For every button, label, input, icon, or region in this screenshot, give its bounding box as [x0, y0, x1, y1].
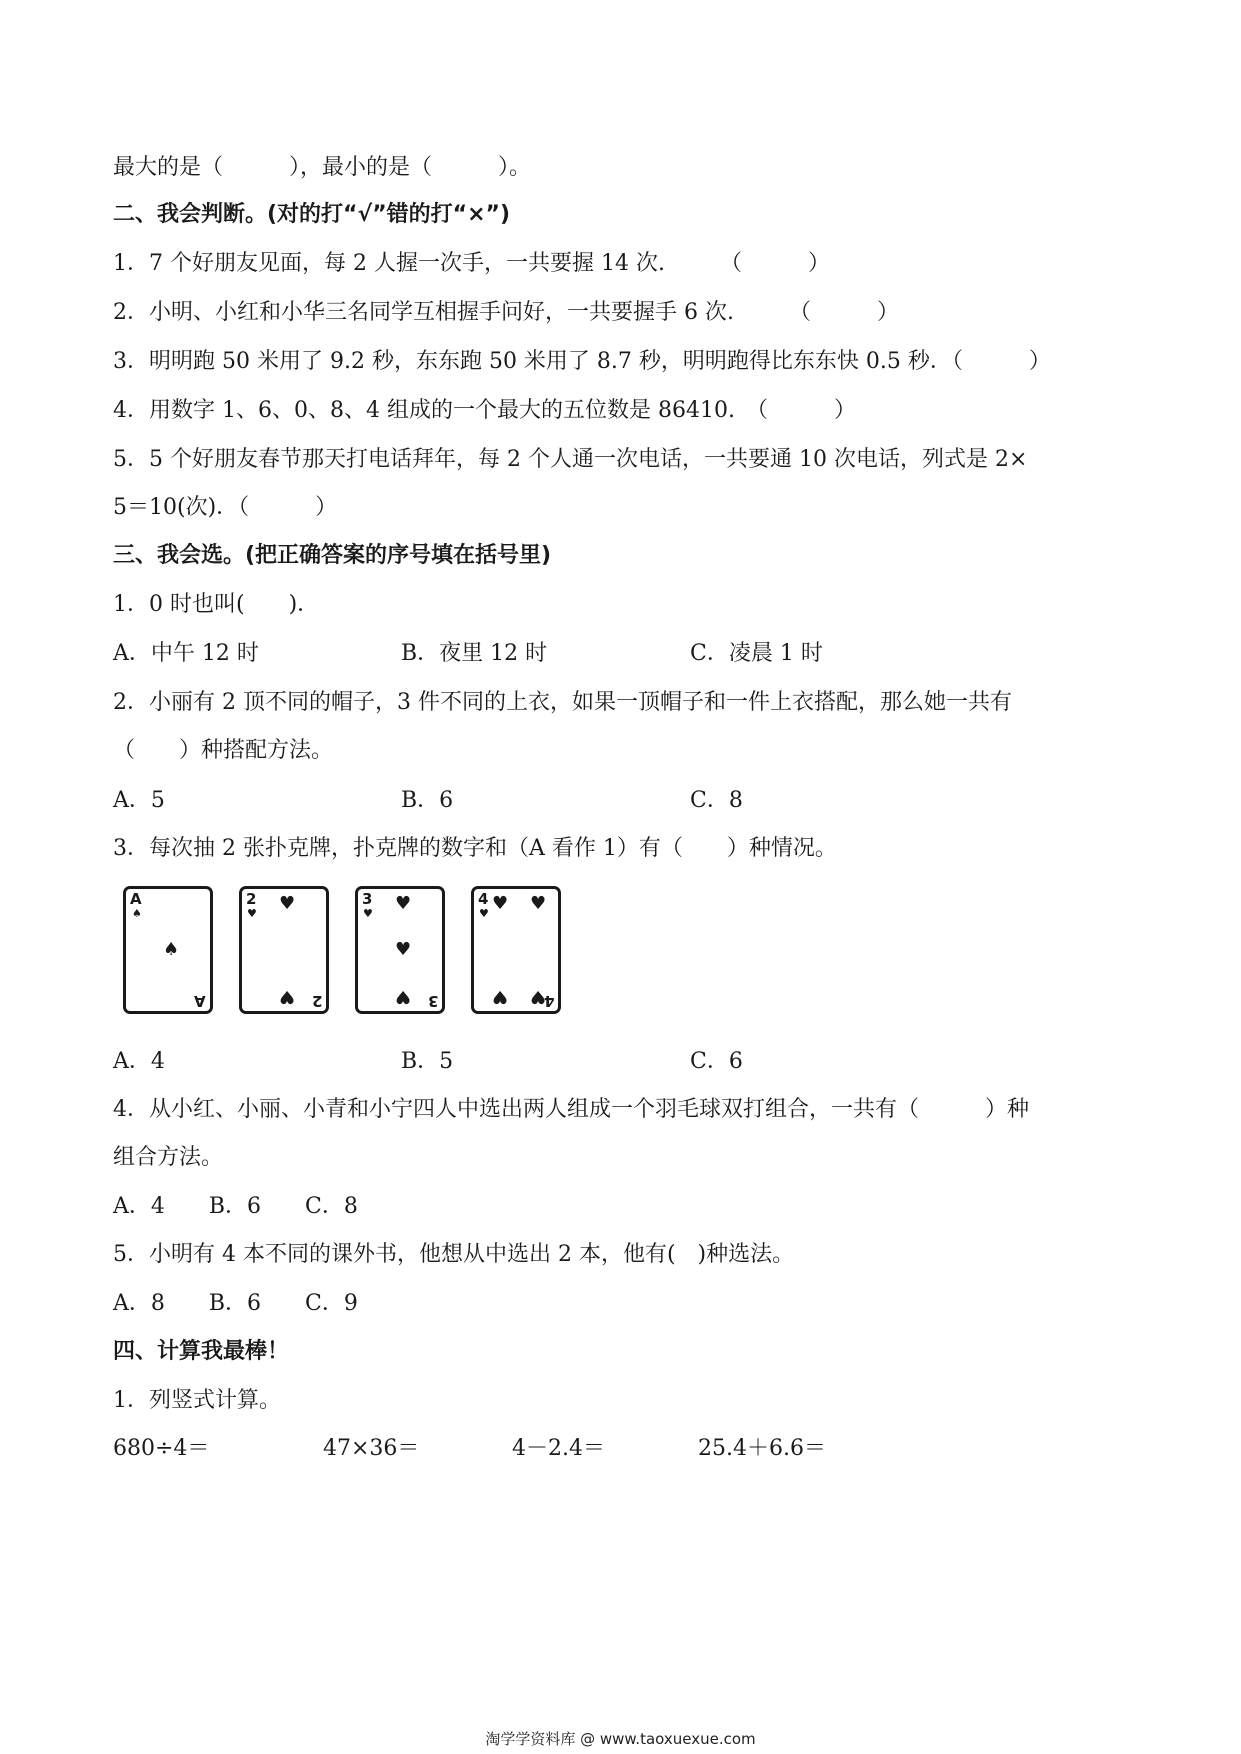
choice-question-4-line-2: 组合方法。: [113, 1145, 224, 1170]
choice-1-option-c: C．凌晨 1 时: [690, 641, 823, 666]
heart-icon: ♥: [363, 907, 373, 920]
playing-cards-figure: [120, 886, 600, 1020]
card-rank-label: 2: [311, 992, 322, 1010]
choice-3-option-a: A．4: [113, 1049, 165, 1074]
card-rank-label: 4: [543, 992, 554, 1010]
judge-question-3: 3．明明跑 50 米用了 9.2 秒，东东跑 50 米用了 8.7 秒，明明跑得比东东快 0.5 秒．（ ）: [113, 349, 1051, 374]
choice-question-2-line-2: （ ）种搭配方法。: [113, 738, 334, 763]
footer-watermark: 淘学学资料库 @ www.taoxuexue.com: [485, 1730, 756, 1748]
heart-icon: ♥: [492, 893, 509, 914]
choice-question-5: 5．小明有 4 本不同的课外书，他想从中选出 2 本，他有( )种选法。: [113, 1242, 795, 1267]
calc-item-1: 680÷4＝: [113, 1436, 210, 1461]
choice-4-options: A．4 B．6 C．8: [113, 1194, 358, 1219]
heart-icon: ♥: [279, 986, 296, 1007]
card-rank-label: 3: [427, 992, 438, 1010]
calc-item-3: 4－2.4＝: [512, 1436, 605, 1461]
choice-2-option-c: C．8: [690, 788, 743, 813]
heart-icon: ♥: [530, 986, 547, 1007]
choice-3-option-b: B．5: [401, 1049, 454, 1074]
choice-5-options: A．8 B．6 C．9: [113, 1291, 358, 1316]
card-rank-label: A: [194, 992, 206, 1010]
choice-1-option-a: A．中午 12 时: [113, 641, 259, 666]
card-rank-label: 3: [362, 890, 373, 908]
heart-icon: ♥: [395, 986, 412, 1007]
judge-question-5-line-1: 5．5 个好朋友春节那天打电话拜年，每 2 个人通一次电话，一共要通 10 次电话，列式是 2×: [113, 447, 1028, 472]
line-largest-smallest: 最大的是（ ），最小的是（ ）。: [113, 155, 532, 180]
choice-question-3: 3．每次抽 2 张扑克牌，扑克牌的数字和（A 看作 1）有（ ）种情况。: [113, 836, 837, 861]
choice-3-option-c: C．6: [690, 1049, 743, 1074]
heart-icon: ♥: [279, 893, 296, 914]
section-4-heading: 四、计算我最棒！: [113, 1339, 290, 1364]
judge-question-2: 2．小明、小红和小华三名同学互相握手问好，一共要握手 6 次. （ ）: [113, 300, 899, 325]
playing-card-four-hearts: [471, 886, 561, 1014]
playing-card-two-hearts: [239, 886, 329, 1014]
heart-icon: ♥: [479, 907, 489, 920]
calc-item-2: 47×36＝: [323, 1436, 420, 1461]
calc-question-1: 1．列竖式计算。: [113, 1388, 281, 1413]
heart-icon: ♥: [395, 893, 412, 914]
choice-question-2-line-1: 2．小丽有 2 顶不同的帽子，3 件不同的上衣，如果一顶帽子和一件上衣搭配，那么她一共有: [113, 690, 1012, 715]
judge-question-4: 4．用数字 1、6、0、8、4 组成的一个最大的五位数是 86410. （ ）: [113, 398, 856, 423]
heart-icon: ♥: [492, 986, 509, 1007]
playing-card-three-hearts: [355, 886, 445, 1014]
heart-icon: ♥: [247, 907, 257, 920]
calc-item-4: 25.4＋6.6＝: [698, 1436, 826, 1461]
choice-1-option-b: B．夜里 12 时: [401, 641, 548, 666]
spade-icon: ♠: [163, 939, 180, 960]
choice-2-option-b: B．6: [401, 788, 454, 813]
playing-card-ace-spades: [123, 886, 213, 1014]
heart-icon: ♥: [530, 893, 547, 914]
section-2-heading: 二、我会判断。(对的打“√”错的打“×”): [113, 202, 511, 227]
choice-question-1: 1．0 时也叫( )．: [113, 592, 320, 617]
heart-icon: ♥: [395, 939, 412, 960]
card-rank-label: 4: [478, 890, 489, 908]
choice-question-4-line-1: 4．从小红、小丽、小青和小宁四人中选出两人组成一个羽毛球双打组合，一共有（ ）种: [113, 1097, 1030, 1122]
card-rank-label: 2: [246, 890, 257, 908]
judge-question-5-line-2: 5＝10(次)．（ ）: [113, 495, 338, 520]
judge-question-1: 1．7 个好朋友见面，每 2 人握一次手，一共要握 14 次. （ ）: [113, 251, 830, 276]
spade-icon: ♠: [132, 907, 142, 920]
section-3-heading: 三、我会选。(把正确答案的序号填在括号里): [113, 543, 552, 568]
card-rank-label: A: [130, 890, 142, 908]
choice-2-option-a: A．5: [113, 788, 165, 813]
